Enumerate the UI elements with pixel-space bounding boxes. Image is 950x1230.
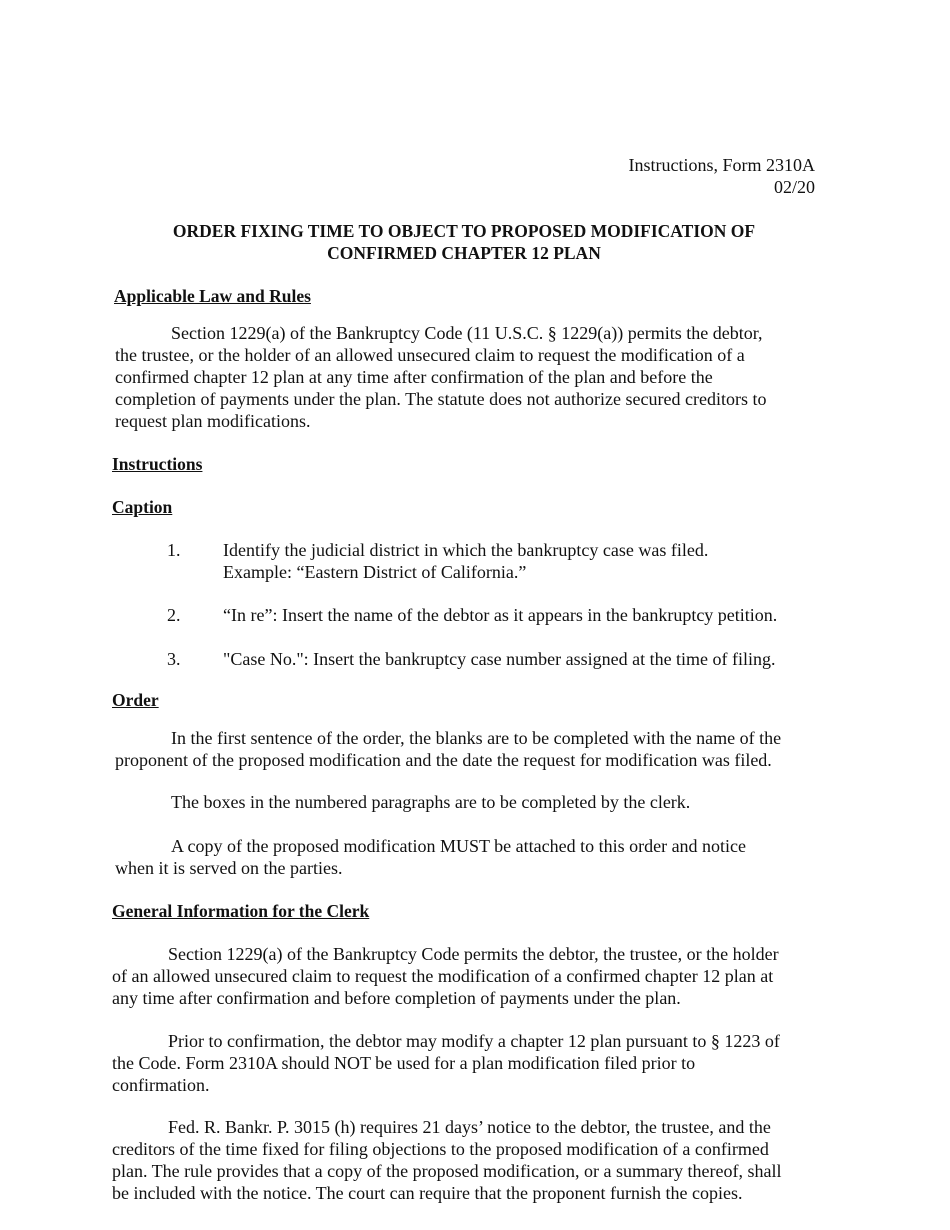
- paragraph-line: Section 1229(a) of the Bankruptcy Code permits the debtor, the trustee, or the holder: [168, 944, 779, 964]
- caption-item-1: [223, 539, 708, 583]
- paragraph-line: any time after confirmation and before completion of payments under the plan.: [112, 988, 681, 1008]
- list-item-line: "Case No.": Insert the bankruptcy case number assigned at the time of filing.: [223, 649, 776, 669]
- list-item-line: Identify the judicial district in which the bankruptcy case was filed.: [223, 540, 709, 560]
- caption-item-number: 1.: [167, 540, 181, 560]
- title-line-1: ORDER FIXING TIME TO OBJECT TO PROPOSED MODIFICATION OF: [172, 221, 756, 241]
- caption-item-number: 3.: [167, 649, 181, 669]
- paragraph-line: confirmed chapter 12 plan at any time after confirmation of the plan and before the: [115, 367, 713, 387]
- paragraph-line: creditors of the time fixed for filing objections to the proposed modification of a confirmed: [112, 1139, 769, 1159]
- order-paragraph-3: [115, 835, 835, 879]
- caption-item-3: [223, 648, 776, 670]
- general-paragraph-3: [112, 1116, 832, 1204]
- paragraph-line: of an allowed unsecured claim to request the modification of a confirmed chapter 12 plan at: [112, 966, 774, 986]
- paragraph-line: request plan modifications.: [115, 411, 311, 431]
- applicable-law-heading: Applicable Law and Rules: [114, 286, 311, 306]
- paragraph-line: be included with the notice. The court can require that the proponent furnish the copies.: [112, 1183, 743, 1203]
- caption-item-2: [223, 604, 777, 626]
- form-label: Instructions, Form 2310A: [628, 155, 815, 175]
- form-header: [629, 154, 816, 198]
- document-title: [112, 220, 816, 264]
- instructions-heading: Instructions: [112, 454, 203, 474]
- applicable-law-paragraph: [115, 322, 835, 432]
- paragraph-line: In the first sentence of the order, the blanks are to be completed with the name of the: [171, 728, 782, 748]
- paragraph-line: plan. The rule provides that a copy of the proposed modification, or a summary thereof, shall: [112, 1161, 782, 1181]
- paragraph-line: the trustee, or the holder of an allowed unsecured claim to request the modification of a: [115, 345, 745, 365]
- list-item-line: Example: “Eastern District of California.”: [223, 562, 527, 582]
- paragraph-line: confirmation.: [112, 1075, 210, 1095]
- paragraph-line: Fed. R. Bankr. P. 3015 (h) requires 21 days’ notice to the debtor, the trustee, and the: [168, 1117, 771, 1137]
- paragraph-line: the Code. Form 2310A should NOT be used for a plan modification filed prior to: [112, 1053, 696, 1073]
- paragraph-line: Prior to confirmation, the debtor may modify a chapter 12 plan pursuant to § 1223 of: [168, 1031, 780, 1051]
- general-paragraph-1: [112, 943, 832, 1009]
- general-paragraph-2: [112, 1030, 832, 1096]
- caption-item-number: 2.: [167, 605, 181, 625]
- caption-heading: Caption: [112, 497, 173, 517]
- title-line-2: CONFIRMED CHAPTER 12 PLAN: [327, 243, 601, 263]
- general-info-heading: General Information for the Clerk: [112, 901, 370, 921]
- order-paragraph-2: [115, 791, 835, 813]
- order-heading: Order: [112, 690, 159, 710]
- order-paragraph-1: [115, 727, 835, 771]
- paragraph-line: The boxes in the numbered paragraphs are to be completed by the clerk.: [171, 792, 691, 812]
- paragraph-line: A copy of the proposed modification MUST be attached to this order and notice: [171, 836, 747, 856]
- paragraph-line: when it is served on the parties.: [115, 858, 343, 878]
- paragraph-line: completion of payments under the plan. The statute does not authorize secured creditors to: [115, 389, 767, 409]
- form-date: 02/20: [773, 177, 815, 197]
- list-item-line: “In re”: Insert the name of the debtor as it appears in the bankruptcy petition.: [223, 605, 778, 625]
- paragraph-line: proponent of the proposed modification and the date the request for modification was filed.: [115, 750, 772, 770]
- paragraph-line: Section 1229(a) of the Bankruptcy Code (11 U.S.C. § 1229(a)) permits the debtor,: [171, 323, 763, 343]
